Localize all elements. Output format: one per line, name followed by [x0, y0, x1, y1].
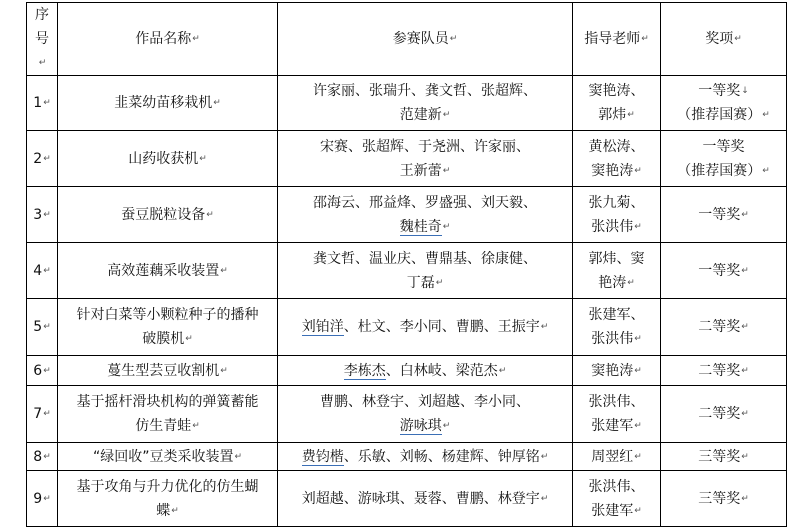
cell-title: [58, 386, 278, 443]
row-team-line1: 龚文哲、温业庆、曹鼎基、徐康健、: [313, 250, 537, 267]
row-advisor-line1: 张九菊、: [588, 194, 645, 211]
cell-award: [661, 131, 787, 187]
cell-title: [58, 187, 278, 243]
paragraph-mark: ↵: [206, 209, 214, 220]
row-title-line1: 基于摇杆滑块机构的弹簧蓄能: [76, 394, 259, 410]
paragraph-mark: ↵: [741, 451, 749, 462]
paragraph-mark: ↵: [634, 334, 642, 344]
row-no: 8: [33, 448, 43, 465]
row-title-line1: 基于攻角与升力优化的仿生蝴: [76, 478, 259, 495]
row-team-line2: 魏桂奇: [399, 218, 442, 235]
header-title-text: 作品名称: [135, 31, 192, 47]
cell-advisor: [573, 131, 661, 187]
paragraph-mark: ↵: [43, 153, 51, 164]
paragraph-mark: ↵: [234, 451, 243, 462]
row-advisor-line2: 窦艳涛: [591, 162, 634, 179]
cell-award: [661, 299, 787, 356]
paragraph-mark: ↵: [741, 265, 749, 276]
row-advisor: 周翌红: [591, 448, 634, 465]
row-no: 5: [33, 319, 43, 335]
row-team-line1: 许家丽、张瑞升、龚文哲、张超辉、: [313, 83, 537, 99]
header-award-text: 奖项: [705, 31, 734, 47]
row-advisor-line1: 张建军、: [588, 307, 645, 323]
row-title: 韭菜幼苗移栽机: [114, 95, 213, 111]
cell-title: [58, 356, 278, 386]
row-no: 3: [33, 206, 43, 223]
cell-award: [661, 443, 787, 471]
row-team-rest: 、白林岐、梁范杰: [385, 362, 498, 379]
cell-no: [27, 187, 58, 243]
row-advisor-line2: 张建军: [591, 418, 634, 434]
row-team-line2: 游咏琪: [399, 418, 442, 434]
row-award-line1: 一等奖: [702, 138, 745, 155]
cell-no: [27, 299, 58, 356]
cell-title: [58, 471, 278, 527]
cell-award: [661, 386, 787, 443]
cell-no: [27, 471, 58, 527]
cell-team: [278, 131, 573, 187]
paragraph-mark: ↵: [540, 322, 549, 332]
paragraph-mark: ↵: [43, 451, 51, 462]
table-row: [27, 386, 787, 443]
paragraph-mark: ↵: [634, 451, 642, 462]
row-team-rest: 、乐敏、刘畅、杨建辉、钟厚铭: [343, 448, 540, 465]
cell-team: [278, 76, 573, 131]
cell-title: [58, 299, 278, 356]
header-award: [661, 3, 787, 76]
row-team-lead: 李栋杰: [343, 362, 386, 379]
paragraph-mark: ↵: [185, 334, 193, 344]
row-advisor: 窦艳涛: [591, 362, 634, 379]
paragraph-mark: ↵: [540, 451, 549, 462]
paragraph-mark: ↵: [741, 209, 749, 220]
paragraph-mark: ↵: [741, 365, 749, 376]
row-award: 一等奖: [698, 262, 741, 279]
line-break-mark: ↓: [741, 86, 749, 96]
paragraph-mark: ↵: [192, 34, 200, 44]
cell-award: [661, 471, 787, 527]
header-no-line1: 序: [35, 7, 49, 23]
header-row: [27, 3, 787, 76]
paragraph-mark: ↵: [634, 165, 642, 176]
row-advisor-line2: 张洪伟: [591, 331, 634, 347]
row-team-lead: 刘铂洋: [301, 319, 344, 335]
paragraph-mark: ↵: [192, 421, 200, 431]
cell-award: [661, 356, 787, 386]
cell-no: [27, 243, 58, 299]
table-row: [27, 131, 787, 187]
cell-advisor: [573, 471, 661, 527]
paragraph-mark: ↵: [213, 98, 221, 108]
paragraph-mark: ↵: [43, 365, 51, 376]
header-team-text: 参赛队员: [392, 31, 449, 47]
paragraph-mark: ↵: [741, 322, 749, 332]
cell-title: [58, 131, 278, 187]
paragraph-mark: ↵: [634, 421, 642, 431]
cell-team: [278, 443, 573, 471]
row-team-lead: 费钧楷: [301, 448, 344, 465]
cell-team: [278, 356, 573, 386]
cell-no: [27, 356, 58, 386]
table-row: [27, 187, 787, 243]
header-no-line2: 号: [35, 31, 49, 47]
row-no: 9: [33, 490, 43, 507]
paragraph-mark: ↵: [627, 277, 635, 288]
row-no: 7: [33, 406, 43, 422]
row-award-line2: （推荐国赛）: [677, 162, 762, 179]
cell-title: [58, 76, 278, 131]
paragraph-mark: ↵: [540, 493, 549, 504]
row-title: “绿回收”豆类采收装置: [92, 448, 234, 465]
row-award: 三等奖: [698, 448, 741, 465]
paragraph-mark: ↵: [43, 265, 51, 276]
paragraph-mark: ↵: [442, 421, 451, 431]
row-team: 刘超越、游咏琪、聂蓉、曹鹏、林登宇: [301, 490, 540, 507]
paragraph-mark: ↵: [498, 365, 507, 376]
header-advisor: [573, 3, 661, 76]
row-title: 蚕豆脱粒设备: [121, 206, 206, 223]
row-team-line1: 宋赛、张超辉、于尧洲、许家丽、: [320, 138, 530, 155]
row-no: 4: [33, 262, 43, 279]
row-title-line2: 仿生青蛙: [135, 418, 192, 434]
paragraph-mark: ↵: [43, 209, 51, 220]
header-no: [27, 3, 58, 76]
paragraph-mark: ↵: [43, 98, 51, 108]
cell-title: [58, 443, 278, 471]
row-advisor-line2: 张洪伟: [591, 218, 634, 235]
cell-advisor: [573, 299, 661, 356]
header-team: [278, 3, 573, 76]
cell-advisor: [573, 187, 661, 243]
row-title-line2: 破膜机: [142, 331, 185, 347]
paragraph-mark: ↵: [220, 365, 228, 376]
paragraph-mark: ↵: [734, 34, 742, 44]
row-advisor-line2: 艳涛: [598, 274, 627, 291]
cell-team: [278, 187, 573, 243]
row-title-line2: 蝶: [156, 502, 171, 519]
cell-team: [278, 386, 573, 443]
paragraph-mark: ↵: [38, 58, 47, 68]
cell-award: [661, 76, 787, 131]
paragraph-mark: ↵: [634, 365, 642, 376]
row-team-line2: 王新蕾: [399, 162, 442, 179]
paragraph-mark: ↵: [435, 277, 444, 288]
cell-advisor: [573, 356, 661, 386]
row-advisor-line1: 窦艳涛、: [588, 83, 645, 99]
row-award: 一等奖: [698, 206, 741, 223]
row-advisor-line1: 黄松涛、: [588, 138, 645, 155]
row-no: 2: [33, 150, 43, 167]
awards-table: [26, 2, 787, 527]
cell-team: [278, 299, 573, 356]
cell-advisor: [573, 76, 661, 131]
table-row: [27, 76, 787, 131]
paragraph-mark: ↵: [641, 34, 649, 44]
row-advisor-line2: 郭炜: [598, 107, 627, 123]
row-award: 三等奖: [698, 490, 741, 507]
paragraph-mark: ↵: [442, 165, 451, 176]
paragraph-mark: ↵: [634, 505, 642, 516]
row-title: 山药收获机: [128, 150, 199, 167]
row-team-line2: 范建新: [399, 107, 442, 123]
cell-no: [27, 386, 58, 443]
row-advisor-line2: 张建军: [591, 502, 634, 519]
row-team-line1: 邵海云、邢益烽、罗盛强、刘天毅、: [313, 194, 537, 211]
paragraph-mark: ↵: [43, 322, 51, 332]
row-team-line2: 丁磊: [406, 274, 435, 291]
row-team-line1: 曹鹏、林登宇、刘超越、李小同、: [320, 394, 530, 410]
paragraph-mark: ↵: [741, 409, 749, 419]
cell-award: [661, 187, 787, 243]
cell-no: [27, 443, 58, 471]
row-advisor-line1: 张洪伟、: [588, 478, 645, 495]
paragraph-mark: ↵: [762, 110, 770, 120]
row-award: 二等奖: [698, 406, 741, 422]
row-title-line1: 针对白菜等小颗粒种子的播种: [76, 307, 259, 323]
row-no: 1: [33, 95, 43, 111]
paragraph-mark: ↵: [199, 153, 207, 164]
table-row: [27, 356, 787, 386]
row-title: 高效莲藕采收装置: [107, 262, 220, 279]
row-advisor-line1: 张洪伟、: [588, 394, 645, 410]
row-award-line2: （推荐国赛）: [677, 107, 762, 123]
paragraph-mark: ↵: [634, 221, 642, 232]
row-no: 6: [33, 362, 43, 379]
table-row: [27, 471, 787, 527]
paragraph-mark: ↵: [43, 493, 51, 504]
cell-no: [27, 76, 58, 131]
header-advisor-text: 指导老师: [584, 31, 641, 47]
paragraph-mark: ↵: [762, 165, 770, 176]
paragraph-mark: ↵: [43, 409, 51, 419]
cell-title: [58, 243, 278, 299]
row-advisor-line1: 郭炜、窦: [588, 250, 645, 267]
paragraph-mark: ↵: [442, 221, 451, 232]
cell-team: [278, 243, 573, 299]
paragraph-mark: ↵: [449, 34, 458, 44]
row-award: 二等奖: [698, 362, 741, 379]
header-title: [58, 3, 278, 76]
cell-advisor: [573, 443, 661, 471]
paragraph-mark: ↵: [220, 265, 228, 276]
cell-no: [27, 131, 58, 187]
table-row: [27, 243, 787, 299]
cell-advisor: [573, 243, 661, 299]
cell-award: [661, 243, 787, 299]
row-award-line1: 一等奖: [698, 83, 741, 99]
row-title: 蔓生型芸豆收割机: [107, 362, 220, 379]
row-award: 二等奖: [698, 319, 741, 335]
paragraph-mark: ↵: [171, 505, 179, 516]
cell-advisor: [573, 386, 661, 443]
row-team-rest: 、杜文、李小同、曹鹏、王振宇: [343, 319, 540, 335]
table-row: [27, 443, 787, 471]
table-row: [27, 299, 787, 356]
cell-team: [278, 471, 573, 527]
paragraph-mark: ↵: [442, 110, 451, 120]
paragraph-mark: ↵: [741, 493, 749, 504]
paragraph-mark: ↵: [627, 110, 635, 120]
